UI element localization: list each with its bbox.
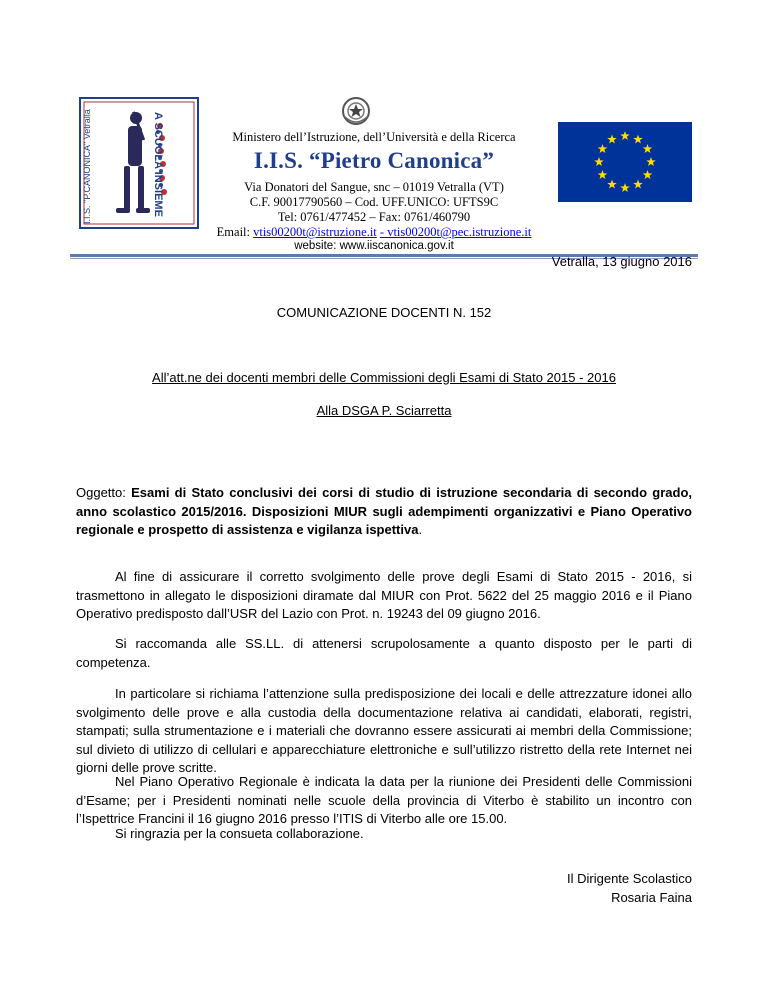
paragraph: Nel Piano Operativo Regionale è indicata la data per la riunione dei Presidenti delle Commissioni d’Esame; per i Presidenti nominati nelle scuole della provincia di Viterbo è stabilito un incontro con l’Ispettrice Francini il 16 giugno 2016 presso l’ITIS di Viterbo alle ore 15.00. [76, 774, 692, 826]
email-separator: - [379, 225, 385, 239]
eu-star-icon [598, 144, 608, 153]
document-date: Vetralla, 13 giugno 2016 [551, 254, 692, 269]
subject [76, 484, 692, 540]
school-address: Via Donatori del Sangue, snc – 01019 Vetralla (VT) [244, 180, 504, 194]
eu-star-icon [607, 180, 617, 189]
eu-star-icon [643, 144, 653, 153]
italian-emblem-icon [340, 94, 372, 128]
recipient-teachers: All’att.ne dei docenti membri delle Commissioni degli Esami di Stato 2015 - 2016 [152, 370, 616, 385]
paragraph: Si raccomanda alle SS.LL. di attenersi scrupolosamente a quanto disposto per le parti di competenza. [76, 636, 692, 670]
school-website[interactable]: website: www.iiscanonica.gov.it [294, 240, 454, 252]
eu-star-icon [633, 180, 643, 189]
eu-star-icon [620, 183, 630, 192]
school-phone: Tel: 0761/477452 – Fax: 0761/460790 [277, 210, 471, 224]
eu-star-icon [594, 157, 604, 166]
recipient-dsga: Alla DSGA P. Sciarretta [316, 403, 452, 418]
eu-star-icon [643, 170, 653, 179]
school-codes: C.F. 90017790560 – Cod. UFF.UNICO: UFTS9C [249, 195, 499, 209]
pec-email-link[interactable]: vtis00200t@pec.istruzione.it [384, 225, 532, 239]
communication-number: COMUNICAZIONE DOCENTI N. 152 [276, 305, 492, 320]
logo-motto: A SCUOLA INSIEME [152, 112, 164, 217]
school-email-line [204, 225, 544, 240]
school-logo [78, 96, 200, 230]
logo-side-text: I.I.S. "P.CANONICA" Vetralla [82, 109, 92, 224]
subject-label: Oggetto: [76, 485, 132, 500]
eu-flag [558, 122, 692, 202]
school-name: I.I.S. “Pietro Canonica” [253, 148, 495, 173]
paragraph: Si ringrazia per la consueta collaborazione. [115, 826, 364, 841]
eu-star-icon [646, 157, 656, 166]
signature-block [567, 870, 692, 907]
subject-text: Esami di Stato conclusivi dei corsi di studio di istruzione secondaria di secondo grado, anno scolastico 2015/2016. Disposizioni MIUR sugli adempimenti organizzativi e Piano Operativo regionale e prospetto di assistenza e vigilanza ispettiva [76, 485, 693, 537]
signature-name: Rosaria Faina [611, 889, 692, 905]
paragraph: In particolare si richiama l’attenzione sulla predisposizione dei locali e delle attrezzature idonei allo svolgimento delle prove e alla custodia della documentazione relativa ai candidati, elaborati, registri, stampati; sulla strumentazione e i materiali che dovranno essere assicurati ai membri della Commissione; sul divieto di utilizzo di cellulari e apparecchiature elettroniche e sull’utilizzo ristretto della rete Internet nei giorni delle prove scritte. [76, 686, 692, 775]
paragraph: Al fine di assicurare il corretto svolgimento delle prove degli Esami di Stato 2015 - 2016, si trasmettono in allegato le disposizioni diramate dal MIUR con Prot. 5622 del 25 maggio 2016 e il Piano Operativo predisposto dall’USR del Lazio con Prot. n. 19243 del 09 giugno 2016. [76, 569, 692, 621]
eu-star-icon [607, 134, 617, 143]
subject-end: . [418, 522, 423, 537]
eu-star-icon [633, 134, 643, 143]
eu-star-icon [620, 131, 630, 140]
email-link[interactable]: vtis00200t@istruzione.it [253, 225, 377, 239]
eu-star-icon [598, 170, 608, 179]
email-label: Email: [216, 225, 250, 239]
ministry-name: Ministero dell’Istruzione, dell’Università e della Ricerca [232, 130, 516, 144]
signature-role: Il Dirigente Scolastico [567, 871, 692, 886]
